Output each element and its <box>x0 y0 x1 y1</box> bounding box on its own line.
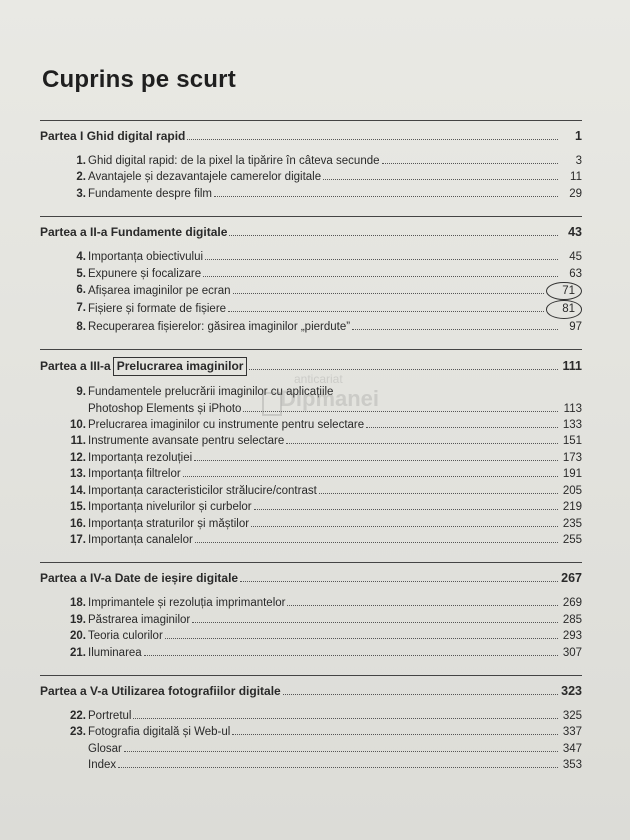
part-1 <box>40 120 582 202</box>
extra-page: 353 <box>562 759 582 772</box>
chapter-page: 255 <box>562 533 582 546</box>
toc-entry <box>40 450 582 466</box>
chapter-page: 219 <box>562 501 582 514</box>
dot-leader <box>118 767 558 768</box>
toc-entry <box>40 282 582 300</box>
dot-leader <box>233 293 544 294</box>
chapter-number: 4. <box>76 251 86 264</box>
dot-leader <box>249 369 558 370</box>
chapter-title: Fundamente despre film <box>88 187 213 200</box>
dot-leader <box>187 139 558 140</box>
chapter-page: 337 <box>562 726 582 739</box>
chapter-number: 8. <box>76 320 86 333</box>
toc-entry <box>40 499 582 515</box>
dot-leader <box>205 259 558 260</box>
toc-entry <box>40 433 582 449</box>
toc-entry <box>40 532 582 548</box>
chapter-title: Fișiere și formate de fișiere <box>88 303 227 316</box>
chapter-number: 18. <box>70 597 86 610</box>
dot-leader <box>203 276 558 277</box>
chapter-page-circled: 71 <box>546 282 582 300</box>
chapter-page: 325 <box>562 709 582 722</box>
chapter-number: 20. <box>70 630 86 643</box>
chapter-title: Ghid digital rapid: de la pixel la tipărire în câteva secunde <box>88 155 380 167</box>
dot-leader <box>192 622 558 623</box>
chapter-title: Instrumente avansate pentru selectare <box>88 435 285 448</box>
chapter-page: 205 <box>562 484 582 497</box>
chapter-page: 63 <box>569 267 582 280</box>
part-heading <box>40 224 582 241</box>
chapter-page: 113 <box>563 402 582 415</box>
part-label: Partea a V-a Utilizarea fotografiilor digitale <box>40 683 281 698</box>
part-5 <box>40 675 582 774</box>
chapter-title: Expunere și focalizare <box>88 267 202 280</box>
chapter-number: 1. <box>76 155 86 167</box>
part-heading <box>40 128 582 145</box>
extra-title: Index <box>88 759 117 772</box>
dot-leader <box>124 751 558 752</box>
chapter-title: Importanța obiectivului <box>88 251 204 264</box>
chapter-title: Teoria culorilor <box>88 630 163 643</box>
chapter-title: Imprimantele și rezoluția imprimantelor <box>88 597 286 610</box>
part-label: Partea a II-a Fundamente digitale <box>40 225 228 240</box>
chapter-number: 11. <box>70 435 86 448</box>
chapter-page: 11 <box>570 171 582 184</box>
dot-leader <box>283 694 558 695</box>
toc-entry <box>40 153 582 169</box>
chapter-page: 307 <box>562 646 582 659</box>
part-heading <box>40 570 582 587</box>
toc-entry <box>40 724 582 740</box>
chapter-number: 3. <box>76 187 86 200</box>
chapter-title: Importanța straturilor și măștilor <box>88 517 250 530</box>
part-page: 1 <box>575 129 582 143</box>
dot-leader <box>144 655 558 656</box>
toc-entry <box>40 483 582 499</box>
toc-entry <box>40 628 582 644</box>
chapter-page: 173 <box>562 451 582 464</box>
watermark-icon <box>262 392 282 416</box>
part-heading <box>40 357 582 376</box>
chapter-number: 22. <box>70 709 86 722</box>
chapter-page: 269 <box>562 597 582 610</box>
dot-leader <box>352 329 558 330</box>
chapter-number: 9. <box>76 386 86 399</box>
dot-leader <box>228 311 544 312</box>
chapter-page: 191 <box>562 468 582 481</box>
chapter-number: 10. <box>70 419 86 432</box>
dot-leader <box>240 581 558 582</box>
chapter-title: Importanța rezoluției <box>88 451 193 464</box>
chapter-title: Iluminarea <box>88 646 142 659</box>
chapter-number: 13. <box>70 468 86 481</box>
dot-leader <box>319 493 558 494</box>
toc-entry <box>40 645 582 661</box>
chapter-title: Importanța canalelor <box>88 533 193 546</box>
chapter-title: Afișarea imaginilor pe ecran <box>88 285 231 298</box>
chapter-page-circled: 81 <box>546 300 582 318</box>
part-label: Partea I Ghid digital rapid <box>40 129 186 143</box>
part-page: 323 <box>561 683 582 698</box>
chapter-number: 6. <box>76 284 86 297</box>
chapter-page: 285 <box>562 613 582 626</box>
chapter-page: 235 <box>562 517 582 530</box>
dot-leader <box>165 638 558 639</box>
chapter-number: 12. <box>70 451 86 464</box>
chapter-number: 23. <box>70 726 86 739</box>
chapter-title-line2-row <box>88 401 582 417</box>
toc-entry <box>40 319 582 335</box>
chapter-number: 17. <box>70 533 86 546</box>
chapter-number: 14. <box>70 484 86 497</box>
dot-leader <box>232 734 558 735</box>
part-label-prefix: Partea a III-a <box>40 359 111 374</box>
chapter-title: Avantajele și dezavantajele camerelor digitale <box>88 171 322 184</box>
part-page: 267 <box>561 571 582 586</box>
chapter-title: Importanța caracteristicilor strălucire/contrast <box>88 484 317 497</box>
part-2 <box>40 216 582 335</box>
toc-entry <box>40 466 582 482</box>
chapter-number: 15. <box>70 501 86 514</box>
dot-leader <box>251 526 558 527</box>
chapter-title: Importanța nivelurilor și curbelor <box>88 501 252 514</box>
chapter-title: Prelucrarea imaginilor cu instrumente pentru selectare <box>88 419 365 432</box>
dot-leader <box>382 163 558 164</box>
part-heading <box>40 683 582 700</box>
toc-entry <box>40 186 582 202</box>
extra-page: 347 <box>562 742 582 755</box>
chapter-page: 45 <box>569 251 582 264</box>
toc-entry <box>40 384 582 417</box>
dot-leader <box>194 460 558 461</box>
watermark-line1: anticariat <box>294 372 343 386</box>
dot-leader <box>243 411 558 412</box>
dot-leader <box>254 509 558 510</box>
toc-entry <box>40 757 582 773</box>
dot-leader <box>214 196 558 197</box>
chapter-number: 19. <box>70 613 86 626</box>
chapter-title: Importanța filtrelor <box>88 468 181 481</box>
dot-leader <box>323 179 558 180</box>
chapter-number: 5. <box>76 267 86 280</box>
chapter-number: 16. <box>70 517 86 530</box>
part-4 <box>40 562 582 661</box>
page-title: Cuprins pe scurt <box>42 66 236 93</box>
extra-title: Glosar <box>88 742 122 755</box>
toc-entry <box>40 249 582 265</box>
watermark-line2: Dipmanei <box>280 386 380 411</box>
chapter-title: Păstrarea imaginilor <box>88 613 191 626</box>
part-page: 43 <box>568 225 582 240</box>
part-label: Partea a IV-a Date de ieșire digitale <box>40 571 239 586</box>
toc-entry <box>40 516 582 532</box>
toc-entry <box>40 612 582 628</box>
dot-leader <box>286 443 558 444</box>
chapter-page: 3 <box>575 155 582 167</box>
part-3 <box>40 349 582 548</box>
chapter-page: 133 <box>562 419 582 432</box>
part-page: 111 <box>562 359 582 374</box>
chapter-title: Portretul <box>88 709 132 722</box>
toc-entry <box>40 708 582 724</box>
chapter-page: 29 <box>569 187 582 200</box>
chapter-page: 97 <box>569 320 582 333</box>
chapter-title-line1: Fundamentele prelucrării imaginilor cu aplicațiile <box>88 386 334 399</box>
dot-leader <box>287 605 558 606</box>
chapter-number: 2. <box>76 171 86 184</box>
chapter-title: Recuperarea fișierelor: găsirea imaginilor „pierdute” <box>88 320 351 333</box>
toc-entry <box>40 300 582 318</box>
chapter-number: 7. <box>76 302 86 315</box>
dot-leader <box>133 718 558 719</box>
chapter-title-line2: Photoshop Elements și iPhoto <box>88 402 242 415</box>
dot-leader <box>366 427 558 428</box>
toc-entry <box>40 266 582 282</box>
dot-leader <box>195 542 558 543</box>
chapter-page: 293 <box>562 630 582 643</box>
toc-entry <box>40 169 582 185</box>
part-label-boxed: Prelucrarea imaginilor <box>113 357 248 376</box>
dot-leader <box>229 235 558 236</box>
dot-leader <box>183 476 558 477</box>
chapter-number: 21. <box>70 646 86 659</box>
chapter-title: Fotografia digitală și Web-ul <box>88 726 231 739</box>
toc-entry <box>40 741 582 757</box>
toc-entry <box>40 417 582 433</box>
chapter-page: 151 <box>562 435 582 448</box>
toc-entry <box>40 595 582 611</box>
